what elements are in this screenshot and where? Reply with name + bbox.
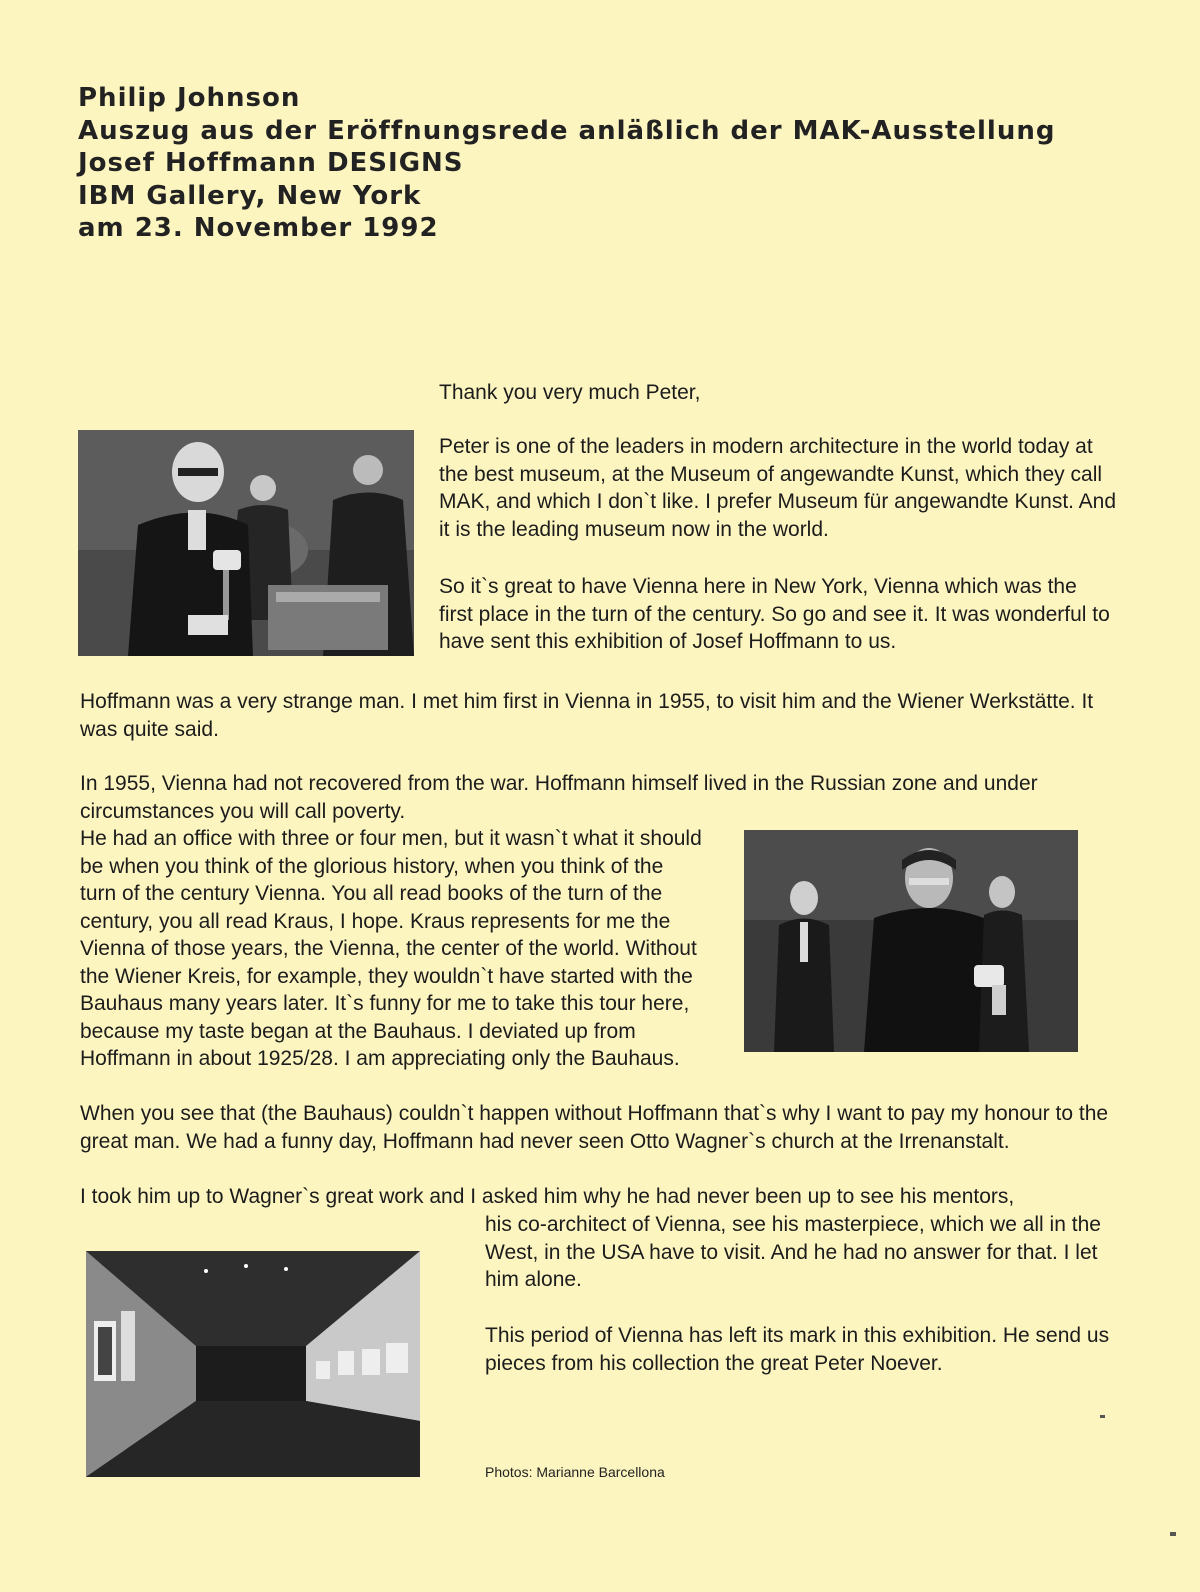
paragraph-6-text: When you see that (the Bauhaus) couldn`t happen without Hoffmann that`s why I want to pay my honour to the great man. We had a funny day, Hoffmann had never seen Otto Wagner`s church at the Irrenanstalt. [80,1102,1109,1153]
paragraph-9 [485,1322,1135,1377]
paragraph-2 [439,573,1111,656]
header-exhibition: Josef Hoffmann DESIGNS [78,148,464,178]
paragraph-1-text: Peter is one of the leaders in modern architecture in the world today at the best museum, at the Museum of angewandte Kunst, which they call MAK, and which I don`t like. I prefer Museum für angewandte Kunst. And it is the leading museum now in the world. [439,435,1117,541]
header-author: Philip Johnson [78,83,301,113]
document-header [78,82,1055,245]
photo-gallery-interior [86,1251,420,1477]
scan-speck [1100,1415,1105,1418]
header-subtitle: Auszug aus der Eröffnungsrede anläßlich der MAK-Ausstellung [78,115,1056,146]
greeting: Thank you very much Peter, [439,381,701,404]
paragraph-8-text: his co-architect of Vienna, see his masterpiece, which we all in the West, in the USA have to visit. And he had no answer for that. I let him alone. [485,1213,1101,1291]
greeting-text [439,379,1119,407]
header-venue: IBM Gallery, New York [78,180,422,211]
paragraph-5 [80,825,705,1073]
paragraph-4 [80,770,1140,825]
scan-speck [1170,1532,1176,1536]
paragraph-2-text: So it`s great to have Vienna here in New York, Vienna which was the first place in the turn of the century. So go and see it. It was wonderful to have sent this exhibition of Josef Hoffmann to us. [439,575,1110,653]
paragraph-9-text: This period of Vienna has left its mark in this exhibition. He send us pieces from his collection the great Peter Noever. [485,1324,1110,1375]
photo-credit: Photos: Marianne Barcellona [485,1464,665,1480]
paragraph-7 [80,1183,1140,1211]
paragraph-3-text: Hoffmann was a very strange man. I met him first in Vienna in 1955, to visit him and the Wiener Werkstätte. It was quite said. [80,690,1094,741]
paragraph-7-text: I took him up to Wagner`s great work and I asked him why he had never been up to see his mentors, [80,1185,1015,1208]
paragraph-6 [80,1100,1140,1155]
paragraph-5-text: He had an office with three or four men, but it wasn`t what it should be when you think of the glorious history, when you think of the turn of the century Vienna. You all read books of the turn of the century, you all read Kraus, I hope. Kraus represents for me the Vienna of those years, the Vienna, the center of the world. Without the Wiener Kreis, for example, they wouldn`t have started with the Bauhaus many years later. It`s funny for me to take this tour here, because my taste began at the Bauhaus. I deviated up from Hoffmann in about 1925/28. I am appreciating only the Bauhaus. [80,827,702,1070]
photo-man-with-glasses [744,830,1078,1052]
paragraph-4-text: In 1955, Vienna had not recovered from the war. Hoffmann himself lived in the Russian zone and under circumstances you will call poverty. [80,772,1038,823]
paragraph-1 [439,433,1121,543]
paragraph-8 [485,1211,1125,1294]
photo-speaker-podium [78,430,414,656]
header-date: am 23. November 1992 [78,213,439,243]
paragraph-3 [80,688,1126,743]
